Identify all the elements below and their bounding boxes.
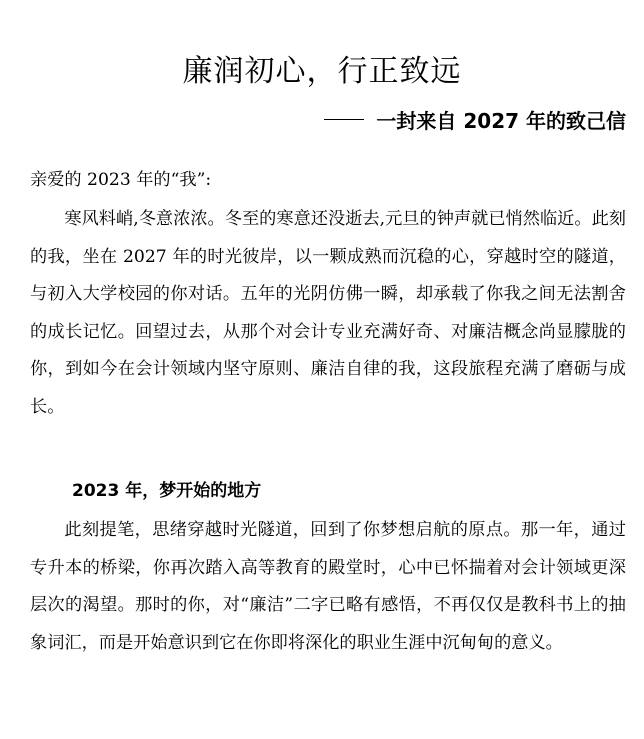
paragraph-2: 此刻提笔，思绪穿越时光隧道，回到了你梦想启航的原点。那一年，通过专升本的桥梁，你再次踏入高等教育的殿堂时，心中已怀揣着对会计领域更深层次的渴望。那时的你，对“廉洁”二字已略有感悟，不再仅仅是教科书上的抽象词汇，而是开始意识到它在你即将深化的职业生涯中沉甸甸的意义。 xyxy=(30,520,626,653)
document-title: 廉润初心，行正致远 xyxy=(182,54,462,89)
paragraph-1: 寒风料峭,冬意浓浓。冬至的寒意还没逝去,元旦的钟声就已悄然临近。此刻的我，坐在 2027 年的时光彼岸，以一颗成熟而沉稳的心，穿越时空的隧道，与初入大学校园的你对话。五年的光阴仿佛一瞬，却承载了你我之间无法割舍的成长记忆。回望过去，从那个对会计专业充满好奇、对廉洁概念尚显朦胧的你，到如今在会计领域内坚守原则、廉洁自律的我，这段旅程充满了磨砺与成长。 xyxy=(30,209,626,417)
salutation: 亲爱的 2023 年的“我”: xyxy=(30,170,212,190)
document-subtitle xyxy=(324,106,626,136)
section-heading: 2023 年，梦开始的地方 xyxy=(72,481,262,501)
subtitle-text: 一封来自 2027 年的致己信 xyxy=(376,109,626,133)
dash-line xyxy=(324,119,364,120)
